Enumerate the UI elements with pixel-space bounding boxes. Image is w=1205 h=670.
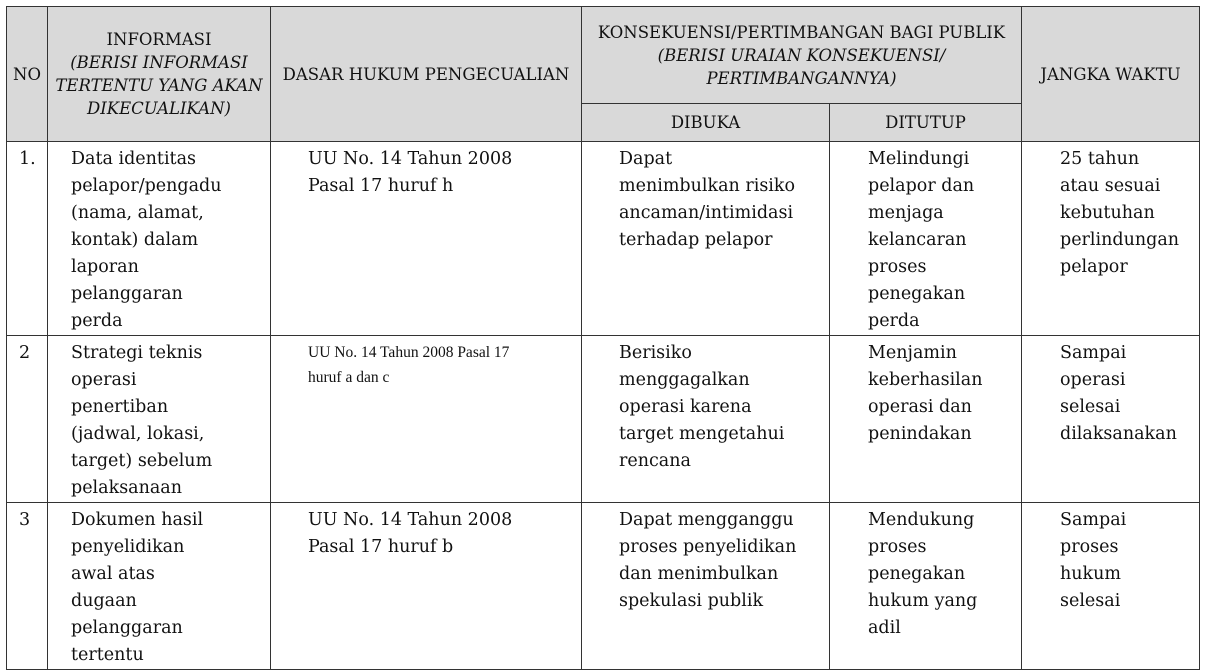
dasar-hukum-cell — [271, 142, 582, 336]
dibuka-cell-line: menggagalkan — [619, 370, 750, 390]
header-dibuka: DIBUKA — [582, 104, 830, 142]
header-ditutup: DITUTUP — [830, 104, 1022, 142]
ditutup-cell-line: proses — [868, 537, 927, 557]
informasi-cell — [48, 336, 271, 503]
dasar-hukum-cell — [271, 336, 582, 503]
jangka-waktu-cell — [1022, 503, 1200, 670]
jangka-waktu-cell — [1022, 336, 1200, 503]
jangka-waktu-cell-line: Sampai — [1060, 343, 1127, 363]
dibuka-cell-line: operasi karena — [619, 397, 752, 417]
row-number: 1. — [7, 142, 48, 336]
ditutup-cell-line: penegakan — [868, 284, 966, 304]
jangka-waktu-cell-line: hukum — [1060, 564, 1122, 584]
header-informasi-title: INFORMASI — [106, 30, 212, 49]
dibuka-cell-line: spekulasi publik — [619, 591, 764, 611]
jangka-waktu-cell-line: atau sesuai — [1060, 176, 1161, 196]
header-dasar-hukum: DASAR HUKUM PENGECUALIAN — [271, 7, 582, 142]
table-row — [7, 336, 1200, 503]
table-body — [7, 142, 1200, 670]
dibuka-cell — [582, 142, 830, 336]
ditutup-cell-line: Melindungi — [868, 149, 970, 169]
dibuka-cell-line: Dapat — [619, 149, 673, 169]
jangka-waktu-cell-line: perlindungan — [1060, 230, 1180, 250]
dibuka-cell-line: target mengetahui — [619, 424, 785, 444]
table-row — [7, 142, 1200, 336]
informasi-cell-line: awal atas — [71, 564, 155, 584]
jangka-waktu-cell-line: selesai — [1060, 591, 1121, 611]
dasar-hukum-cell-line: UU No. 14 Tahun 2008 Pasal 17 — [308, 344, 510, 361]
header-no: NO — [7, 7, 48, 142]
dibuka-cell — [582, 503, 830, 670]
jangka-waktu-cell-line: Sampai — [1060, 510, 1127, 530]
informasi-cell-line: dugaan — [71, 591, 137, 611]
informasi-cell-line: (nama, alamat, — [71, 203, 204, 223]
informasi-cell-line: kontak) dalam — [71, 230, 199, 250]
ditutup-cell — [830, 503, 1022, 670]
header-konsekuensi-title: KONSEKUENSI/PERTIMBANGAN BAGI PUBLIK — [597, 22, 1006, 42]
informasi-cell — [48, 503, 271, 670]
informasi-cell-line: pelanggaran — [71, 284, 183, 304]
dasar-hukum-cell-line: Pasal 17 huruf h — [308, 176, 454, 196]
ditutup-cell-line: keberhasilan — [868, 370, 983, 390]
dasar-hukum-cell-line: UU No. 14 Tahun 2008 — [308, 149, 513, 169]
informasi-cell — [48, 142, 271, 336]
informasi-cell-line: penertiban — [71, 397, 169, 417]
ditutup-cell-line: penindakan — [868, 424, 972, 444]
header-konsekuensi-note: (BERISI URAIAN KONSEKUENSI/ PERTIMBANGANNYA) — [657, 45, 946, 88]
dibuka-cell — [582, 336, 830, 503]
informasi-cell-line: pelaksanaan — [71, 478, 183, 498]
dibuka-cell-line: Berisiko — [619, 343, 692, 363]
jangka-waktu-cell-line: selesai — [1060, 397, 1121, 417]
informasi-cell-line: perda — [71, 311, 123, 331]
dibuka-cell-line: proses penyelidikan — [619, 537, 797, 557]
header-konsekuensi — [582, 7, 1022, 104]
ditutup-cell-line: Menjamin — [868, 343, 957, 363]
row-number: 2 — [7, 336, 48, 503]
informasi-cell-line: Strategi teknis — [71, 343, 203, 363]
dibuka-cell-line: menimbulkan risiko — [619, 176, 796, 196]
ditutup-cell-line: Mendukung — [868, 510, 975, 530]
ditutup-cell-line: menjaga — [868, 203, 944, 223]
jangka-waktu-cell-line: dilaksanakan — [1060, 424, 1177, 444]
ditutup-cell-line: operasi dan — [868, 397, 972, 417]
informasi-cell-line: laporan — [71, 257, 139, 277]
dibuka-cell-line: rencana — [619, 451, 691, 471]
table-row — [7, 503, 1200, 670]
dibuka-cell-line: Dapat mengganggu — [619, 510, 794, 530]
informasi-cell-line: (jadwal, lokasi, — [71, 424, 205, 444]
jangka-waktu-cell-line: 25 tahun — [1060, 149, 1140, 169]
jangka-waktu-cell-line: pelapor — [1060, 257, 1128, 277]
ditutup-cell-line: penegakan — [868, 564, 966, 584]
dibuka-cell-line: ancaman/intimidasi — [619, 203, 794, 223]
dasar-hukum-cell-line: UU No. 14 Tahun 2008 — [308, 510, 513, 530]
ditutup-cell-line: perda — [868, 311, 920, 331]
dasar-hukum-cell-line: Pasal 17 huruf b — [308, 537, 454, 557]
ditutup-cell-line: pelapor dan — [868, 176, 975, 196]
jangka-waktu-cell-line: operasi — [1060, 370, 1126, 390]
informasi-cell-line: pelanggaran — [71, 618, 183, 638]
informasi-cell-line: tertentu — [71, 645, 144, 665]
ditutup-cell-line: adil — [868, 618, 901, 638]
informasi-cell-line: Data identitas — [71, 149, 196, 169]
informasi-cell-line: target) sebelum — [71, 451, 213, 471]
header-informasi-note: (BERISI INFORMASI TERTENTU YANG AKAN DIKECUALIKAN) — [55, 53, 263, 118]
header-informasi — [48, 7, 271, 142]
jangka-waktu-cell-line: kebutuhan — [1060, 203, 1155, 223]
dibuka-cell-line: dan menimbulkan — [619, 564, 779, 584]
exception-info-table — [6, 6, 1200, 670]
ditutup-cell — [830, 336, 1022, 503]
ditutup-cell-line: hukum yang — [868, 591, 978, 611]
informasi-cell-line: penyelidikan — [71, 537, 185, 557]
informasi-cell-line: Dokumen hasil — [71, 510, 204, 530]
ditutup-cell-line: kelancaran — [868, 230, 967, 250]
row-number: 3 — [7, 503, 48, 670]
ditutup-cell-line: proses — [868, 257, 927, 277]
jangka-waktu-cell-line: proses — [1060, 537, 1119, 557]
header-jangka-waktu: JANGKA WAKTU — [1022, 7, 1200, 142]
ditutup-cell — [830, 142, 1022, 336]
dibuka-cell-line: terhadap pelapor — [619, 230, 773, 250]
dasar-hukum-cell — [271, 503, 582, 670]
informasi-cell-line: pelapor/pengadu — [71, 176, 222, 196]
informasi-cell-line: operasi — [71, 370, 137, 390]
dasar-hukum-cell-line: huruf a dan c — [308, 369, 390, 386]
jangka-waktu-cell — [1022, 142, 1200, 336]
